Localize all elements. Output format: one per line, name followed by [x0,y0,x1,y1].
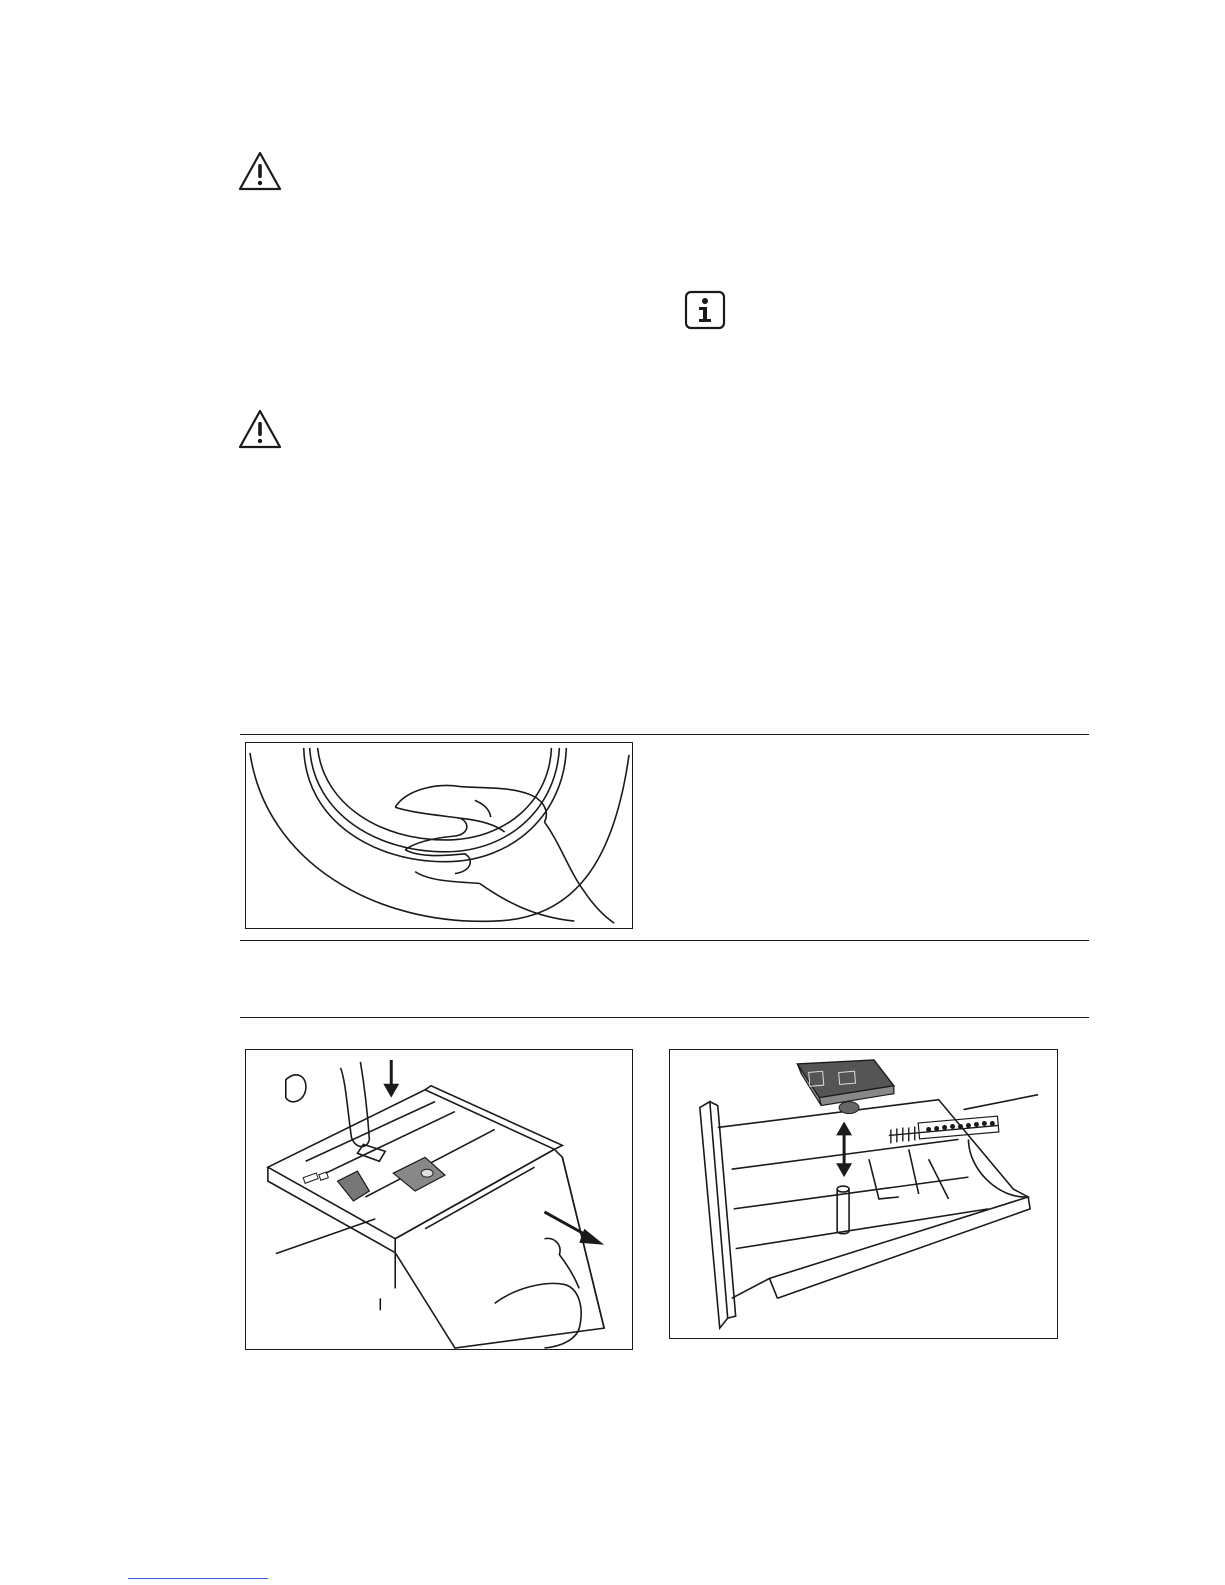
section-divider [240,940,1089,941]
info-icon [684,290,726,330]
dispenser-cleaning-figure [669,1049,1058,1339]
footer-link-underline[interactable] [128,1578,268,1579]
dispenser-removal-figure [245,1049,633,1350]
door-seal-figure [245,742,633,929]
section-divider [240,734,1089,735]
warning-icon [237,150,283,192]
warning-icon [237,408,283,450]
section-divider [240,1017,1089,1018]
